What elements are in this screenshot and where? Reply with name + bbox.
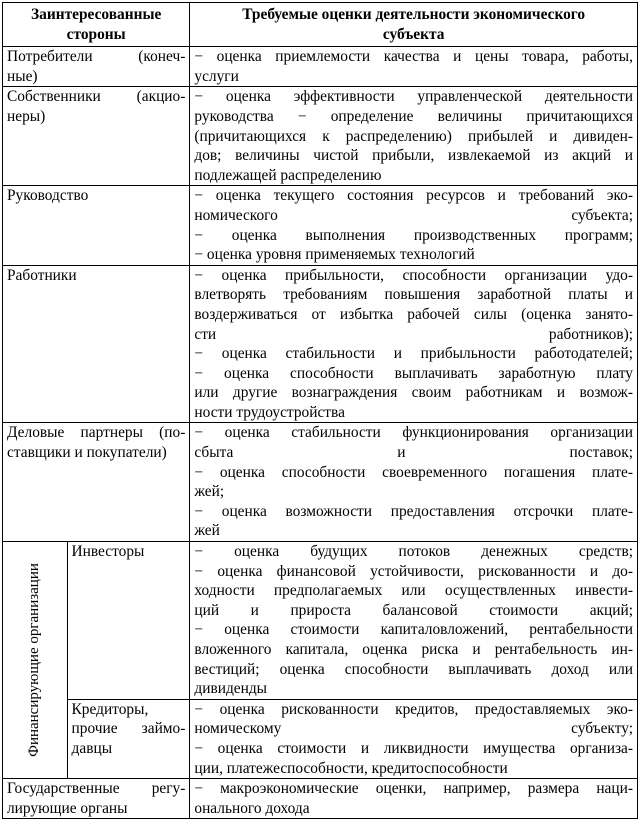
assessment-line: дов; величины чистой прибыли, извлекаемой из акций и — [194, 147, 633, 165]
assessment-line: сти работников); — [194, 325, 633, 343]
table-body — [3, 3, 638, 819]
party-line: Кредиторы, — [71, 700, 149, 718]
assessment-line: − оценка приемлемости качества и цены товара, работы, — [194, 48, 633, 66]
party-cell — [3, 186, 190, 265]
table-row — [3, 186, 638, 265]
party-cell — [67, 542, 190, 700]
party-line: ные) — [7, 67, 38, 85]
assessment-line: − оценка текущего состояния ресурсов и требований эко- — [194, 187, 633, 205]
assessment-line: − оценка способности своевременного погашения плате- — [194, 463, 633, 481]
assessment-line: − оценка стабильности функционирования организации — [194, 424, 633, 442]
party-cell — [3, 87, 190, 186]
party-line: прочие займо- — [71, 720, 186, 738]
table-row — [3, 423, 638, 542]
header-parties — [3, 3, 190, 47]
party-line: Собственники (акцио- — [7, 88, 186, 106]
table-row — [3, 699, 638, 778]
party-line: давцы — [71, 739, 113, 757]
header-assessments — [190, 3, 638, 47]
assessment-line: воздерживаться от избытка рабочей силы (оценка занято- — [194, 305, 633, 323]
assessment-line: ции, платежеспособности, кредитоспособности — [194, 759, 508, 777]
assessment-line: вестиций; оценка способности выплачивать доход или — [194, 660, 633, 678]
assessment-line: ности трудоустройства — [194, 403, 345, 421]
assessment-line: − оценка рискованности кредитов, предоставляемых эко- — [194, 700, 633, 718]
assessment-line: − оценка эффективности управленческой деятельности — [194, 88, 633, 106]
party-line: неры) — [7, 107, 46, 125]
assessment-cell — [190, 542, 638, 700]
assessment-line: онального дохода — [194, 799, 310, 817]
party-line: Потребители (конеч- — [7, 48, 186, 66]
assessment-line: − оценка стабильности и прибыльности работодателей; — [194, 345, 633, 363]
party-line: Работники — [7, 266, 77, 284]
stakeholders-table — [2, 2, 638, 819]
party-line: Государственные регу- — [7, 780, 186, 798]
financing-group-label: Финансирующие организации — [25, 563, 42, 757]
assessment-line: жей; — [194, 483, 225, 501]
assessment-line: − оценка выполнения производственных программ; — [194, 226, 633, 244]
party-cell — [67, 699, 190, 778]
table-row — [3, 779, 638, 819]
party-cell — [3, 779, 190, 819]
party-line: ставщики и покупатели) — [7, 444, 167, 462]
assessment-line: номического субъекта; — [194, 206, 633, 224]
assessment-cell — [190, 47, 638, 87]
party-line: лирующие органы — [7, 799, 128, 817]
assessment-line: − оценка возможности предоставления отсрочки плате- — [194, 502, 633, 520]
header-assessments-line: Требуемые оценки деятельности экономического — [242, 6, 586, 23]
assessment-line: − оценка стоимости и ликвидности имущества организа- — [194, 739, 633, 757]
assessment-line: − оценка будущих потоков денежных средств; — [194, 543, 633, 561]
assessment-line: дивиденды — [194, 680, 268, 698]
assessment-line: подлежащей распределению — [194, 166, 382, 184]
assessment-cell — [190, 186, 638, 265]
party-line: Деловые партнеры (по- — [7, 424, 186, 442]
assessment-line: жей — [194, 522, 220, 540]
financing-group-cell — [3, 542, 68, 779]
assessment-cell — [190, 87, 638, 186]
table-row — [3, 542, 638, 700]
assessment-line: или другие вознаграждения своим работникам и возмож- — [194, 384, 633, 402]
assessment-line: влетворять требованиям повышения заработной платы и — [194, 286, 633, 304]
assessment-line: − оценка прибыльности, способности организации удо- — [194, 266, 633, 284]
party-cell — [3, 265, 190, 423]
party-line: Руководство — [7, 187, 89, 205]
header-assessments-line: субъекта — [382, 25, 445, 43]
header-row — [3, 3, 638, 47]
assessment-cell — [190, 423, 638, 542]
header-parties-line: стороны — [66, 25, 126, 43]
party-cell — [3, 423, 190, 542]
assessment-cell — [190, 779, 638, 819]
assessment-line: − оценка стоимости капиталовложений, рентабельности — [194, 621, 633, 639]
header-parties-line: Заинтересованные — [31, 6, 162, 23]
party-line: Инвесторы — [71, 543, 145, 561]
assessment-line: − оценка способности выплачивать заработную плату — [194, 364, 633, 382]
assessment-line: услуги — [194, 67, 239, 85]
assessment-line: − оценка уровня применяемых технологий — [194, 246, 475, 264]
assessment-line: номическому субъекту; — [194, 720, 633, 738]
table-row — [3, 47, 638, 87]
assessment-line: ций и прироста балансовой стоимости акций; — [194, 601, 633, 619]
assessment-cell — [190, 699, 638, 778]
assessment-cell — [190, 265, 638, 423]
table-row — [3, 87, 638, 186]
party-cell — [3, 47, 190, 87]
table-row — [3, 265, 638, 423]
assessment-line: (причитающихся к распределению) прибылей и дивиден- — [194, 127, 633, 145]
assessment-line: вложенного капитала, оценка риска и рентабельность ин- — [194, 641, 633, 658]
assessment-line: ходности предполагаемых или осуществленных инвести- — [194, 582, 633, 600]
assessment-line: руководства − определение величины причитающихся — [194, 107, 633, 125]
assessment-line: сбыта и поставок; — [194, 444, 633, 462]
assessment-line: − оценка финансовой устойчивости, рискованности и до- — [194, 562, 633, 580]
assessment-line: − макроэкономические оценки, например, размера наци- — [194, 780, 633, 798]
